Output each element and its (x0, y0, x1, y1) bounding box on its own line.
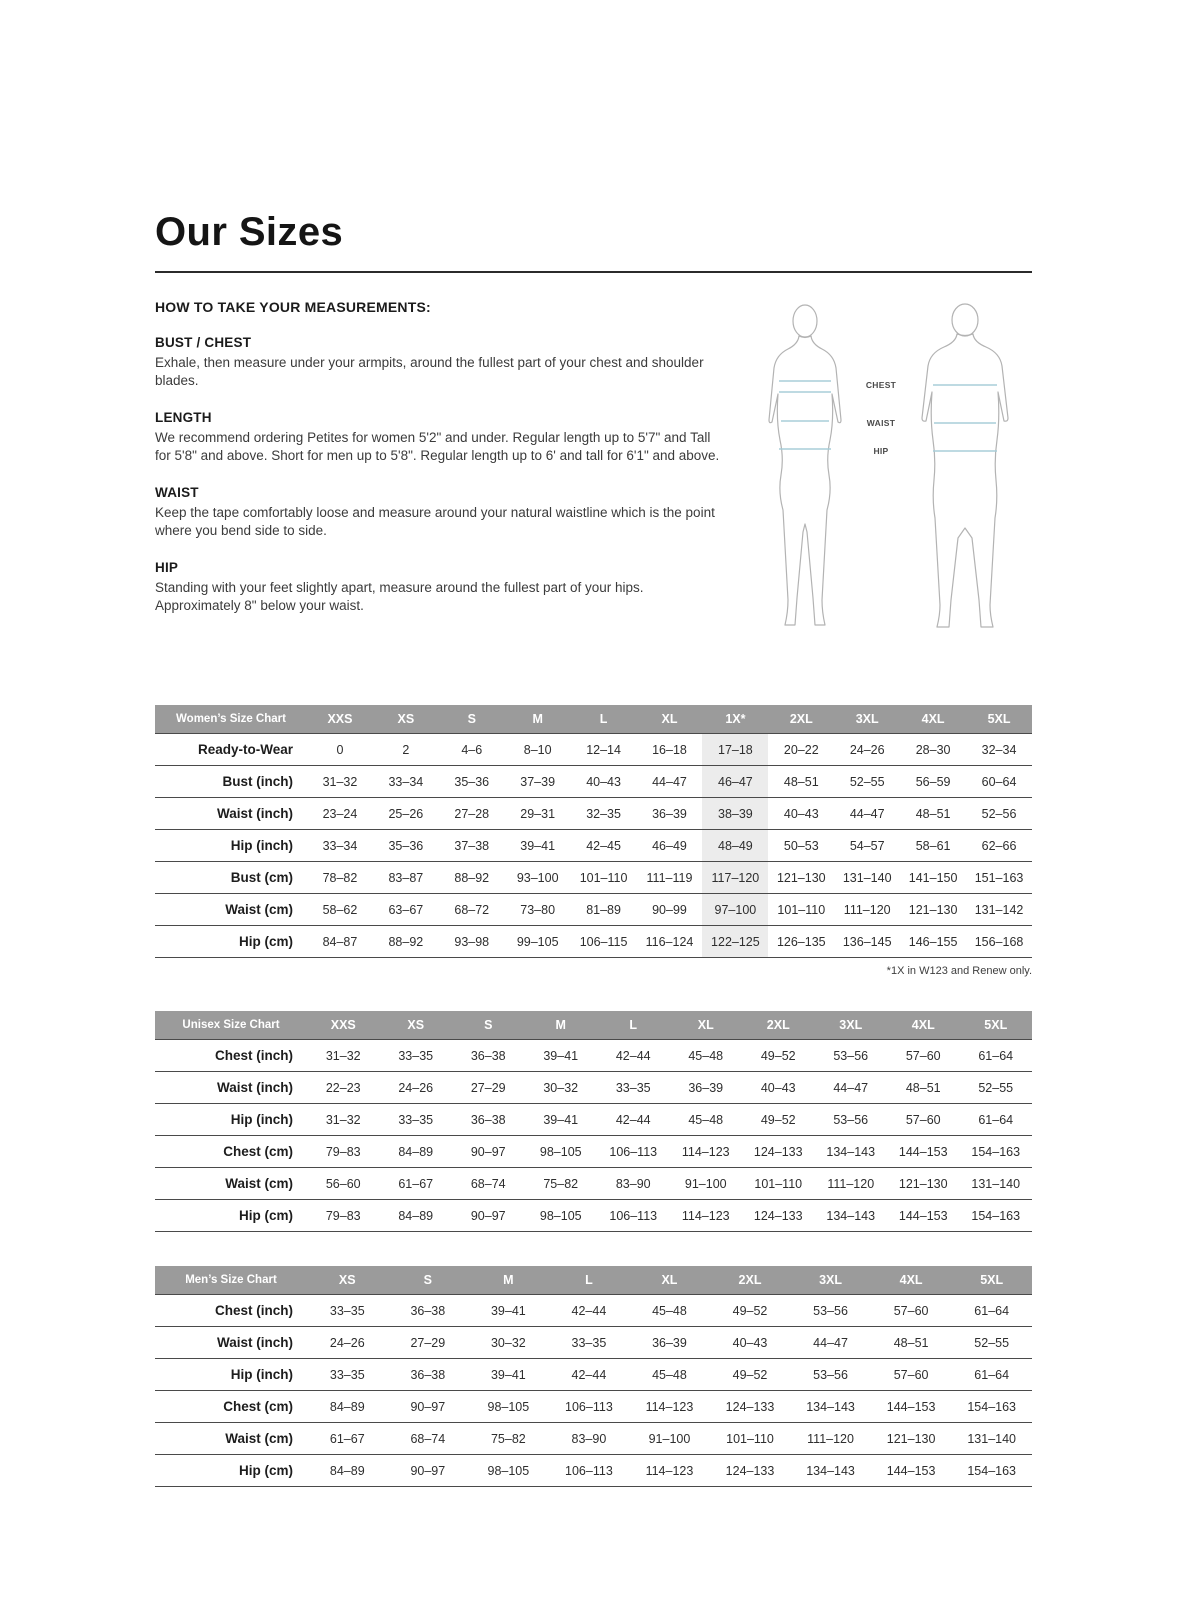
table-cell: 53–56 (813, 1303, 848, 1318)
table-cell: 49–52 (732, 1367, 768, 1382)
table-cell: 111–120 (807, 1431, 854, 1446)
section-heading: WAIST (155, 484, 199, 500)
table-cell: 84–89 (398, 1208, 434, 1223)
table-cell: 33–35 (398, 1112, 434, 1127)
table-cell: 40–43 (586, 774, 621, 789)
table-cell: 146–155 (908, 934, 958, 949)
table-cell: 35–36 (454, 774, 490, 789)
column-header: 2XL (710, 1266, 791, 1295)
table-cell: 124–133 (725, 1463, 775, 1478)
column-header: XL (637, 705, 703, 734)
table-cell: 27–29 (410, 1335, 446, 1350)
table-cell: 91–100 (648, 1431, 691, 1446)
table-cell: 56–60 (325, 1176, 361, 1191)
section-body: Keep the tape comfortably loose and measure around your natural waistline which is the point where you bend side to side. (155, 504, 715, 538)
row-label: Waist (inch) (155, 1327, 307, 1359)
table-cell: 114–123 (645, 1463, 694, 1478)
table-cell: 136–145 (842, 934, 892, 949)
table-row (155, 1136, 1032, 1168)
column-header: M (525, 1011, 598, 1040)
table-cell: 111–119 (646, 870, 693, 885)
table-cell: 12–14 (586, 742, 621, 757)
table-cell: 57–60 (893, 1367, 929, 1382)
table-row (155, 1040, 1032, 1072)
table-cell: 31–32 (325, 1112, 361, 1127)
table-cell: 121–130 (898, 1176, 948, 1191)
table-cell: 36–38 (410, 1303, 446, 1318)
measurement-instructions (155, 299, 727, 671)
male-figure-outline (922, 304, 1008, 627)
female-figure-outline (769, 305, 841, 625)
table-cell: 42–44 (615, 1112, 651, 1127)
table-cell: 111–120 (827, 1176, 875, 1191)
table-cell: 83–90 (571, 1431, 607, 1446)
table-cell: 37–39 (520, 774, 556, 789)
table-cell: 27–28 (454, 806, 490, 821)
table-cell: 93–98 (454, 934, 490, 949)
table-cell: 57–60 (893, 1303, 929, 1318)
table-cell: 24–26 (329, 1335, 365, 1350)
table-cell: 68–74 (470, 1176, 506, 1191)
column-header: L (571, 705, 637, 734)
table-cell: 114–123 (681, 1208, 730, 1223)
table-cell: 90–97 (410, 1463, 446, 1478)
row-label: Hip (inch) (155, 1104, 307, 1136)
table-cell: 20–22 (783, 742, 819, 757)
table-cell: 154–163 (967, 1399, 1017, 1414)
row-label: Hip (cm) (155, 1200, 307, 1232)
row-label: Hip (cm) (155, 1455, 307, 1487)
table-cell: 106–113 (565, 1399, 613, 1414)
page-content (155, 210, 1032, 1487)
column-header: XS (307, 1266, 388, 1295)
table-cell: 33–34 (322, 838, 358, 853)
table-cell: 84–89 (329, 1399, 365, 1414)
table-cell: 99–105 (516, 934, 559, 949)
table-cell: 33–35 (329, 1367, 365, 1382)
table-cell: 45–48 (688, 1112, 724, 1127)
table-cell: 40–43 (732, 1335, 768, 1350)
column-header: 3XL (834, 705, 900, 734)
table-cell: 83–90 (615, 1176, 651, 1191)
column-header: S (439, 705, 505, 734)
table-cell: 144–153 (898, 1144, 948, 1159)
table-cell: 111–120 (843, 902, 891, 917)
table-cell: 63–67 (388, 902, 424, 917)
table-cell: 134–143 (806, 1399, 855, 1414)
table-cell: 4–6 (461, 742, 483, 757)
column-header: 2XL (768, 705, 834, 734)
row-label: Hip (inch) (155, 830, 307, 862)
table-cell: 83–87 (388, 870, 424, 885)
table-cell: 98–105 (487, 1399, 530, 1414)
table-cell: 131–142 (974, 902, 1024, 917)
table-cell: 0 (336, 742, 344, 757)
table-row (155, 894, 1032, 926)
table-row (155, 1168, 1032, 1200)
table-cell: 60–64 (981, 774, 1017, 789)
table-cell: 48–49 (702, 830, 768, 862)
table-cell: 122–125 (702, 926, 768, 958)
table-cell: 144–153 (886, 1399, 936, 1414)
table-row (155, 1359, 1032, 1391)
female-measure-lines (779, 381, 831, 449)
section-heading: HIP (155, 559, 179, 575)
column-header: 2XL (742, 1011, 815, 1040)
table-cell: 36–38 (470, 1112, 506, 1127)
row-label: Waist (cm) (155, 1168, 307, 1200)
table-cell: 144–153 (898, 1208, 948, 1223)
table-cell: 39–41 (543, 1112, 579, 1127)
row-label: Chest (cm) (155, 1136, 307, 1168)
chest-label: CHEST (865, 380, 897, 390)
row-label: Waist (cm) (155, 1423, 307, 1455)
table-cell: 49–52 (760, 1048, 796, 1063)
table-cell: 84–87 (322, 934, 358, 949)
section-body: Exhale, then measure under your armpits, around the fullest part of your chest and shoulder blades. (155, 355, 704, 388)
table-cell: 46–47 (702, 766, 768, 798)
table-cell: 57–60 (905, 1048, 941, 1063)
column-header: L (597, 1011, 670, 1040)
table-row (155, 926, 1032, 958)
table-cell: 17–18 (702, 734, 768, 766)
table-cell: 32–34 (981, 742, 1017, 757)
table-cell: 48–51 (915, 806, 951, 821)
column-header: 4XL (871, 1266, 952, 1295)
table-cell: 154–163 (967, 1463, 1017, 1478)
column-header: 5XL (966, 705, 1032, 734)
table-row (155, 1455, 1032, 1487)
table-cell: 114–123 (681, 1144, 730, 1159)
table-cell: 16–18 (652, 742, 687, 757)
table-cell: 44–47 (652, 774, 687, 789)
table-cell: 46–49 (652, 838, 687, 853)
body-measurement-diagram (727, 299, 1032, 671)
table-cell: 36–39 (652, 806, 687, 821)
table-cell: 68–72 (454, 902, 490, 917)
column-header: S (388, 1266, 469, 1295)
section-heading: LENGTH (155, 409, 212, 425)
table-cell: 131–140 (967, 1431, 1017, 1446)
table-cell: 154–163 (971, 1208, 1021, 1223)
waist-label: WAIST (866, 418, 896, 428)
table-cell: 61–64 (978, 1112, 1014, 1127)
table-cell: 30–32 (490, 1335, 526, 1350)
table-cell: 42–44 (615, 1048, 651, 1063)
row-label: Hip (inch) (155, 1359, 307, 1391)
table-cell: 78–82 (322, 870, 358, 885)
table-cell: 40–43 (783, 806, 819, 821)
table-cell: 90–99 (652, 902, 687, 917)
table-cell: 116–124 (645, 934, 694, 949)
table-title: Unisex Size Chart (155, 1011, 307, 1040)
column-header: L (549, 1266, 630, 1295)
row-label: Waist (inch) (155, 1072, 307, 1104)
table-cell: 98–105 (539, 1144, 582, 1159)
table-cell: 61–67 (329, 1431, 365, 1446)
section-heading: BUST / CHEST (155, 335, 252, 350)
header-row (155, 1266, 1032, 1295)
table-cell: 42–44 (571, 1303, 607, 1318)
column-header: M (468, 1266, 549, 1295)
table-cell: 36–39 (688, 1080, 724, 1095)
womens-chart-footnote: *1X in W123 and Renew only. (886, 965, 1032, 977)
table-cell: 44–47 (813, 1335, 848, 1350)
table-cell: 61–64 (978, 1048, 1014, 1063)
table-cell: 101–110 (579, 870, 628, 885)
row-label: Waist (inch) (155, 798, 307, 830)
table-cell: 39–41 (543, 1048, 579, 1063)
table-cell: 101–110 (754, 1176, 803, 1191)
table-cell: 121–130 (776, 870, 826, 885)
table-cell: 90–97 (410, 1399, 446, 1414)
table-cell: 61–67 (398, 1176, 434, 1191)
table-cell: 52–55 (978, 1080, 1014, 1095)
table-cell: 53–56 (813, 1367, 848, 1382)
table-cell: 52–55 (974, 1335, 1010, 1350)
table-cell: 31–32 (322, 774, 358, 789)
table-row (155, 1072, 1032, 1104)
section-body: Standing with your feet slightly apart, measure around the fullest part of your hips. Approximately 8" below your waist. (155, 579, 644, 613)
table-cell: 117–120 (702, 862, 768, 894)
table-cell: 39–41 (490, 1303, 526, 1318)
table-cell: 30–32 (543, 1080, 579, 1095)
table-cell: 33–35 (615, 1080, 651, 1095)
measurement-section-bust-chest (155, 335, 727, 390)
table-cell: 45–48 (652, 1303, 687, 1318)
table-cell: 121–130 (886, 1431, 936, 1446)
measurement-section-waist (155, 485, 727, 540)
column-header: XL (670, 1011, 743, 1040)
column-header: 3XL (790, 1266, 871, 1295)
table-cell: 52–56 (981, 806, 1017, 821)
table-cell: 88–92 (388, 934, 424, 949)
table-cell: 101–110 (726, 1431, 774, 1446)
table-cell: 22–23 (325, 1080, 361, 1095)
header-row (155, 1011, 1032, 1040)
table-cell: 79–83 (325, 1208, 361, 1223)
table-cell: 98–105 (487, 1463, 530, 1478)
table-cell: 42–45 (586, 838, 621, 853)
table-cell: 106–113 (609, 1208, 658, 1223)
male-measure-lines (933, 385, 997, 451)
table-cell: 52–55 (849, 774, 885, 789)
table-cell: 56–59 (915, 774, 951, 789)
table-cell: 68–74 (410, 1431, 446, 1446)
table-row (155, 1327, 1032, 1359)
table-cell: 114–123 (645, 1399, 694, 1414)
row-label: Chest (inch) (155, 1295, 307, 1327)
table-cell: 84–89 (329, 1463, 365, 1478)
table-row (155, 798, 1032, 830)
table-cell: 35–36 (388, 838, 424, 853)
table-row (155, 830, 1032, 862)
table-cell: 48–51 (893, 1335, 929, 1350)
table-cell: 131–140 (971, 1176, 1021, 1191)
table-cell: 58–61 (915, 838, 951, 853)
table-cell: 36–38 (410, 1367, 446, 1382)
table-cell: 54–57 (849, 838, 885, 853)
table-cell: 90–97 (470, 1208, 506, 1223)
how-to-heading: HOW TO TAKE YOUR MEASUREMENTS: (155, 299, 431, 315)
table-cell: 90–97 (470, 1144, 506, 1159)
table-cell: 42–44 (571, 1367, 607, 1382)
row-label: Chest (inch) (155, 1040, 307, 1072)
column-header: 4XL (900, 705, 966, 734)
table-cell: 134–143 (826, 1144, 876, 1159)
table-cell: 124–133 (725, 1399, 775, 1414)
table-title: Men’s Size Chart (155, 1266, 307, 1295)
table-cell: 28–30 (915, 742, 951, 757)
table-cell: 106–113 (609, 1144, 658, 1159)
table-cell: 49–52 (732, 1303, 768, 1318)
measurement-section-hip (155, 560, 727, 615)
table-cell: 88–92 (454, 870, 490, 885)
table-cell: 40–43 (760, 1080, 796, 1095)
table-cell: 73–80 (520, 902, 556, 917)
row-label: Waist (cm) (155, 894, 307, 926)
table-cell: 24–26 (849, 742, 885, 757)
table-cell: 101–110 (777, 902, 826, 917)
section-body: We recommend ordering Petites for women 5'2" and under. Regular length up to 5'7" and Tall for 5'8" and above. Short for men up to 5'8". Regular length up to 6' and tall for 6'1" and above. (155, 429, 720, 463)
figures-illustration (750, 299, 1032, 647)
table-cell: 39–41 (520, 838, 556, 853)
table-cell: 126–135 (776, 934, 826, 949)
row-label: Ready-to-Wear (155, 734, 307, 766)
table-row (155, 1104, 1032, 1136)
table-row (155, 1391, 1032, 1423)
table-cell: 53–56 (833, 1112, 869, 1127)
table-cell: 57–60 (905, 1112, 941, 1127)
table-cell: 38–39 (702, 798, 768, 830)
table-cell: 106–115 (579, 934, 628, 949)
table-row (155, 766, 1032, 798)
row-label: Bust (cm) (155, 862, 307, 894)
table-cell: 75–82 (543, 1176, 579, 1191)
table-cell: 81–89 (586, 902, 621, 917)
table-cell: 61–64 (974, 1367, 1010, 1382)
measurements-section (155, 299, 1032, 671)
column-header: XS (380, 1011, 453, 1040)
column-header: S (452, 1011, 525, 1040)
table-cell: 33–35 (571, 1335, 607, 1350)
table-cell: 48–51 (783, 774, 819, 789)
column-header: XXS (307, 1011, 380, 1040)
table-cell: 44–47 (833, 1080, 869, 1095)
measurement-section-length (155, 410, 727, 465)
row-label: Bust (inch) (155, 766, 307, 798)
column-header: XL (629, 1266, 710, 1295)
table-cell: 134–143 (806, 1463, 855, 1478)
table-cell: 98–105 (539, 1208, 582, 1223)
table-row (155, 862, 1032, 894)
table-cell: 154–163 (971, 1144, 1021, 1159)
table-cell: 141–150 (908, 870, 958, 885)
table-cell: 97–100 (702, 894, 768, 926)
column-header: 1X* (702, 705, 768, 734)
table-cell: 121–130 (908, 902, 958, 917)
column-header: 4XL (887, 1011, 960, 1040)
table-cell: 48–51 (905, 1080, 941, 1095)
table-cell: 134–143 (826, 1208, 876, 1223)
row-label: Chest (cm) (155, 1391, 307, 1423)
table-cell: 61–64 (974, 1303, 1010, 1318)
table-cell: 131–140 (842, 870, 892, 885)
table-cell: 31–32 (325, 1048, 361, 1063)
table-row (155, 1423, 1032, 1455)
row-label: Hip (cm) (155, 926, 307, 958)
table-row (155, 734, 1032, 766)
table-cell: 45–48 (688, 1048, 724, 1063)
table-cell: 53–56 (833, 1048, 869, 1063)
table-cell: 37–38 (454, 838, 490, 853)
table-cell: 106–113 (565, 1463, 613, 1478)
table-cell: 62–66 (981, 838, 1017, 853)
column-header: 5XL (951, 1266, 1032, 1295)
table-title: Women’s Size Chart (155, 705, 307, 734)
table-cell: 27–29 (470, 1080, 506, 1095)
table-cell: 49–52 (760, 1112, 796, 1127)
table-cell: 33–35 (329, 1303, 365, 1318)
table-cell: 29–31 (520, 806, 556, 821)
table-cell: 2 (402, 742, 410, 757)
column-header: 3XL (815, 1011, 888, 1040)
table-cell: 32–35 (586, 806, 621, 821)
table-cell: 79–83 (325, 1144, 361, 1159)
column-header: 5XL (960, 1011, 1033, 1040)
table-cell: 124–133 (753, 1144, 803, 1159)
table-cell: 151–163 (974, 870, 1024, 885)
header-row (155, 705, 1032, 734)
mens-size-chart-table (155, 1266, 1032, 1487)
table-cell: 144–153 (886, 1463, 936, 1478)
table-cell: 36–38 (470, 1048, 506, 1063)
table-cell: 124–133 (753, 1208, 803, 1223)
column-header: XXS (307, 705, 373, 734)
table-cell: 33–35 (398, 1048, 434, 1063)
table-cell: 45–48 (652, 1367, 687, 1382)
table-cell: 25–26 (388, 806, 424, 821)
table-row (155, 1200, 1032, 1232)
table-cell: 50–53 (783, 838, 819, 853)
womens-size-chart-table (155, 705, 1032, 958)
table-cell: 84–89 (398, 1144, 434, 1159)
column-header: XS (373, 705, 439, 734)
table-cell: 8–10 (523, 742, 552, 757)
column-header: M (505, 705, 571, 734)
table-cell: 93–100 (516, 870, 559, 885)
table-cell: 44–47 (849, 806, 885, 821)
table-cell: 33–34 (388, 774, 424, 789)
table-cell: 36–39 (652, 1335, 687, 1350)
page-title: Our Sizes (155, 210, 1032, 273)
hip-label: HIP (873, 446, 889, 456)
table-cell: 39–41 (490, 1367, 526, 1382)
table-row (155, 1295, 1032, 1327)
unisex-size-chart-table (155, 1011, 1032, 1232)
table-cell: 58–62 (322, 902, 358, 917)
table-cell: 91–100 (684, 1176, 727, 1191)
table-cell: 75–82 (490, 1431, 526, 1446)
table-cell: 24–26 (398, 1080, 434, 1095)
table-cell: 23–24 (322, 806, 358, 821)
table-cell: 156–168 (974, 934, 1024, 949)
